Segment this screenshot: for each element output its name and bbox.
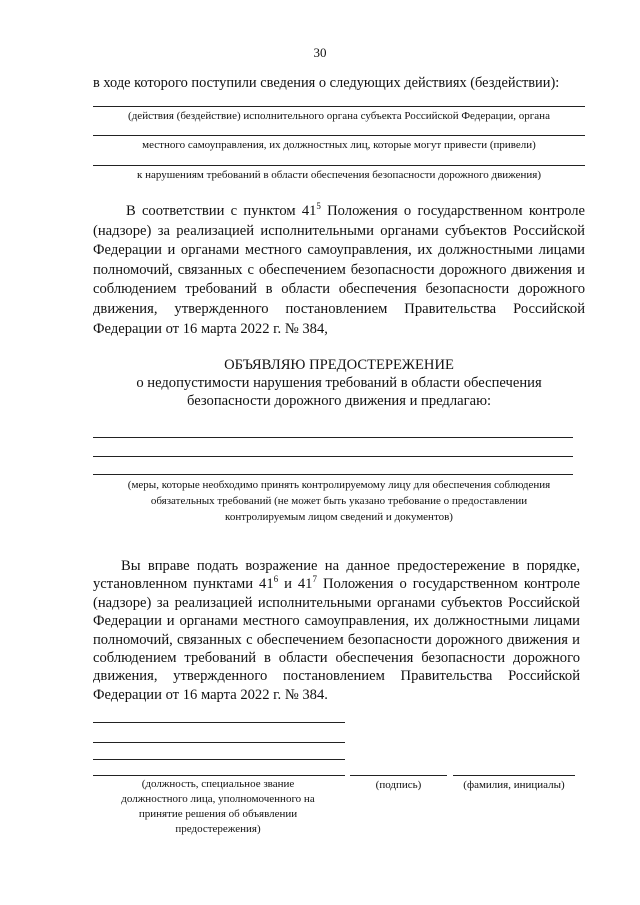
page-number: 30 [313,45,327,60]
signature-position-line-3 [93,759,345,760]
objection-text-2: и 41 [278,576,313,593]
caption-measures-line-2: обязательных требований (не может быть указано требование о предоставлении [150,495,528,507]
signature-name-line [453,775,575,776]
heading-line-2: о недопустимости нарушения требований в области обеспечения [136,375,542,391]
intro-line: в ходе которого поступили сведения о следующих действиях (бездействии): [93,75,560,91]
caption-actions-line-3: к нарушениям требований в области обеспечения безопасности дорожного движения) [136,169,542,181]
caption-name: (фамилия, инициалы) [463,779,565,791]
signature-position-line-2 [93,742,345,743]
blank-line-measures-1 [93,437,573,438]
signature-position-line-4 [93,775,345,776]
heading-title: ОБЪЯВЛЯЮ ПРЕДОСТЕРЕЖЕНИЕ [224,357,454,373]
blank-line-actions-2 [93,135,585,136]
basis-text-start: В соответствии с пунктом 41 [126,203,317,219]
caption-actions-line-2: местного самоуправления, их должностных лиц, которые могут привести (привели) [142,139,536,151]
basis-sup: 5 [316,201,321,212]
caption-position: (должность, специальное звание должностного лица, уполномоченного на принятие решения об объявлении предостережения) [121,778,315,835]
signature-position-line-1 [93,722,345,723]
objection-paragraph [93,557,580,704]
objection-text-3: Положения о государственном контроле (надзоре) за реализацией исполнительными органами субъектов Российской Федерации и органами местного самоуправления, их должностными лицами полномочий, связанных с обеспечением безопасности дорожного движения и соблюдением требований в области обеспечения безопасности дорожного движения, утвержденного постановлением Правительства Российской Федерации от 16 марта 2022 г. № 384. [93,576,581,703]
blank-line-measures-2 [93,456,573,457]
objection-sup-2: 7 [312,574,317,585]
blank-line-actions-3 [93,165,585,166]
objection-sup-1: 6 [273,574,279,585]
signature-sign-line [350,775,447,776]
caption-measures-line-1: (меры, которые необходимо принять контролируемому лицу для обеспечения соблюдения [127,479,551,491]
basis-paragraph [93,202,585,339]
objection-text-1: Вы вправе подать возражение на данное предостережение в порядке, установленном пунктами 41 [93,558,580,593]
caption-signature: (подпись) [375,779,422,791]
heading-line-3: безопасности дорожного движения и предлагаю: [186,393,492,409]
caption-actions-line-1: (действия (бездействие) исполнительного органа субъекта Российской Федерации, органа [128,110,550,122]
blank-line-measures-3 [93,474,573,475]
caption-measures-line-3: контролируемым лицом сведений и документов) [225,511,453,523]
blank-line-actions-1 [93,106,585,107]
basis-text-rest: Положения о государственном контроле (надзоре) за реализацией исполнительными органами субъектов Российской Федерации и органами местного самоуправления, их должностными лицами полномочий, связанных с обеспечением безопасности дорожного движения и соблюдением требований в области обеспечения безопасности дорожного движения, утвержденного постановлением Правительства Российской Федерации от 16 марта 2022 г. № 384, [93,203,585,337]
